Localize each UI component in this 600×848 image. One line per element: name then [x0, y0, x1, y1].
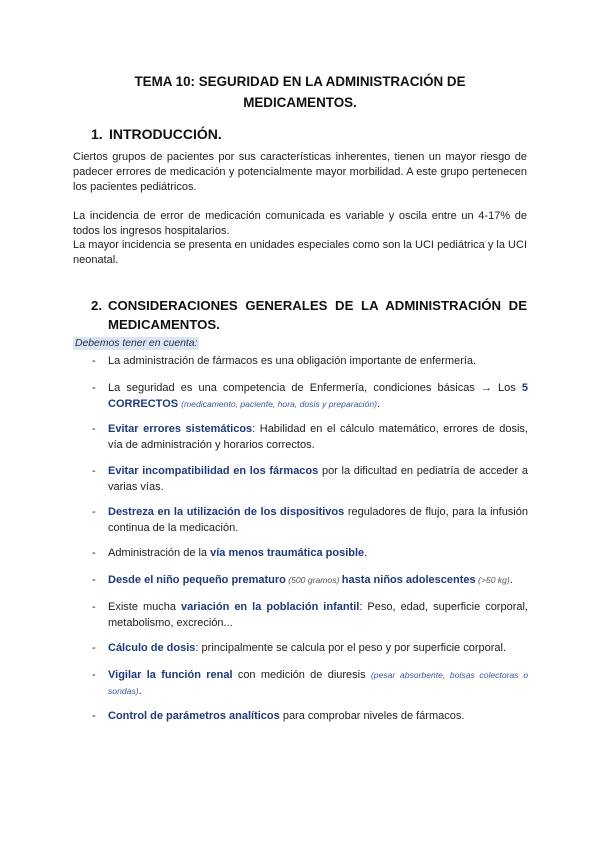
item-text: La seguridad es una competencia de Enfermería, condiciones básicas → Los — [108, 382, 522, 394]
item-text-end: . — [138, 684, 142, 697]
section-1-title: INTRODUCCIÓN. — [109, 126, 222, 142]
item-text: Administración de la — [108, 547, 211, 559]
item-note: (pesar absorbente, bolsas colectoras o sondas) — [108, 670, 528, 696]
bullet-dash: - — [92, 423, 96, 435]
bullet-dash: - — [92, 506, 96, 518]
bullet-dash: - — [92, 669, 96, 681]
bullet-dash: - — [92, 642, 96, 654]
item-highlight: vía menos traumática posible — [210, 547, 365, 559]
item-text: por la dificultad en pediatría de acceder a varias vías. — [108, 465, 528, 493]
document-title — [60, 71, 540, 113]
item-highlight: Evitar errores sistemáticos — [108, 423, 253, 435]
section-2-title-line-2: MEDICAMENTOS. — [108, 317, 220, 332]
bullet-dash: - — [92, 355, 96, 367]
bullet-dash: - — [92, 710, 96, 722]
item-note-2: (>50 kg) — [475, 575, 510, 585]
item-text-end: : Peso, edad, superficie corporal, metabolismo, excreción... — [108, 601, 528, 629]
section-2-number: 2. — [91, 298, 102, 313]
section-1-number: 1. — [91, 126, 103, 142]
item-highlight: Evitar incompatibilidad en los fármacos — [108, 465, 319, 477]
item-text-end: . — [364, 547, 368, 559]
item-highlight: Cálculo de dosis — [108, 642, 196, 654]
bullet-dash: - — [92, 465, 96, 477]
item-highlight: Control de parámetros analíticos — [108, 710, 280, 722]
bullet-dash: - — [92, 574, 96, 586]
item-text: reguladores de flujo, para la infusión continua de la medicación. — [108, 506, 528, 534]
item-text: La administración de fármacos es una obligación importante de enfermería. — [108, 355, 477, 367]
section-2-title-line-1: CONSIDERACIONES GENERALES DE LA ADMINISTRACIÓN DE — [108, 298, 527, 313]
item-text: Existe mucha — [108, 601, 181, 613]
intro-paragraph-2: La incidencia de error de medicación comunicada es variable y oscila entre un 4-17% de todos los ingresos hospitalarios. — [73, 210, 527, 238]
item-text: para comprobar niveles de fármacos. — [279, 710, 465, 722]
intro-paragraph-3: La mayor incidencia se presenta en unidades especiales como son la UCI pediátrica y la UCI neonatal. — [73, 239, 527, 267]
item-text: : Habilidad en el cálculo matemático, errores de dosis, vía de administración y horarios correctos. — [108, 423, 528, 451]
item-text: con medición de diuresis — [232, 669, 371, 681]
item-highlight: Vigilar la función renal — [108, 669, 233, 681]
item-text-end: . — [509, 574, 513, 586]
item-note: (500 gramos) — [285, 575, 342, 585]
item-highlight: Destreza en la utilización de los dispositivos — [108, 506, 345, 518]
item-note: (medicamento, paciente, hora, dosis y preparación) — [181, 398, 378, 409]
bullet-dash: - — [92, 382, 96, 394]
intro-paragraph-1: Ciertos grupos de pacientes por sus características inherentes, tienen un mayor riesgo de padecer errores de medicación y potencialmente mayor morbilidad. A este grupo pertenecen los pacientes pediátricos. — [73, 151, 527, 194]
item-text: : principalmente se calcula por el peso y por superficie corporal. — [195, 642, 507, 654]
title-line-2: MEDICAMENTOS. — [243, 95, 357, 110]
title-line-1: TEMA 10: SEGURIDAD EN LA ADMINISTRACIÓN DE — [134, 74, 466, 89]
item-text-end: . — [377, 397, 381, 410]
highlighted-intro: Debemos tener en cuenta: — [75, 338, 198, 349]
item-highlight: Desde el niño pequeño prematuro — [108, 574, 286, 586]
item-highlight: 5 CORRECTOS — [108, 382, 528, 410]
bullet-dash: - — [92, 547, 96, 559]
bullet-dash: - — [92, 601, 96, 613]
item-highlight: variación en la población infantil — [181, 601, 360, 613]
item-highlight-2: hasta niños adolescentes — [341, 574, 476, 586]
